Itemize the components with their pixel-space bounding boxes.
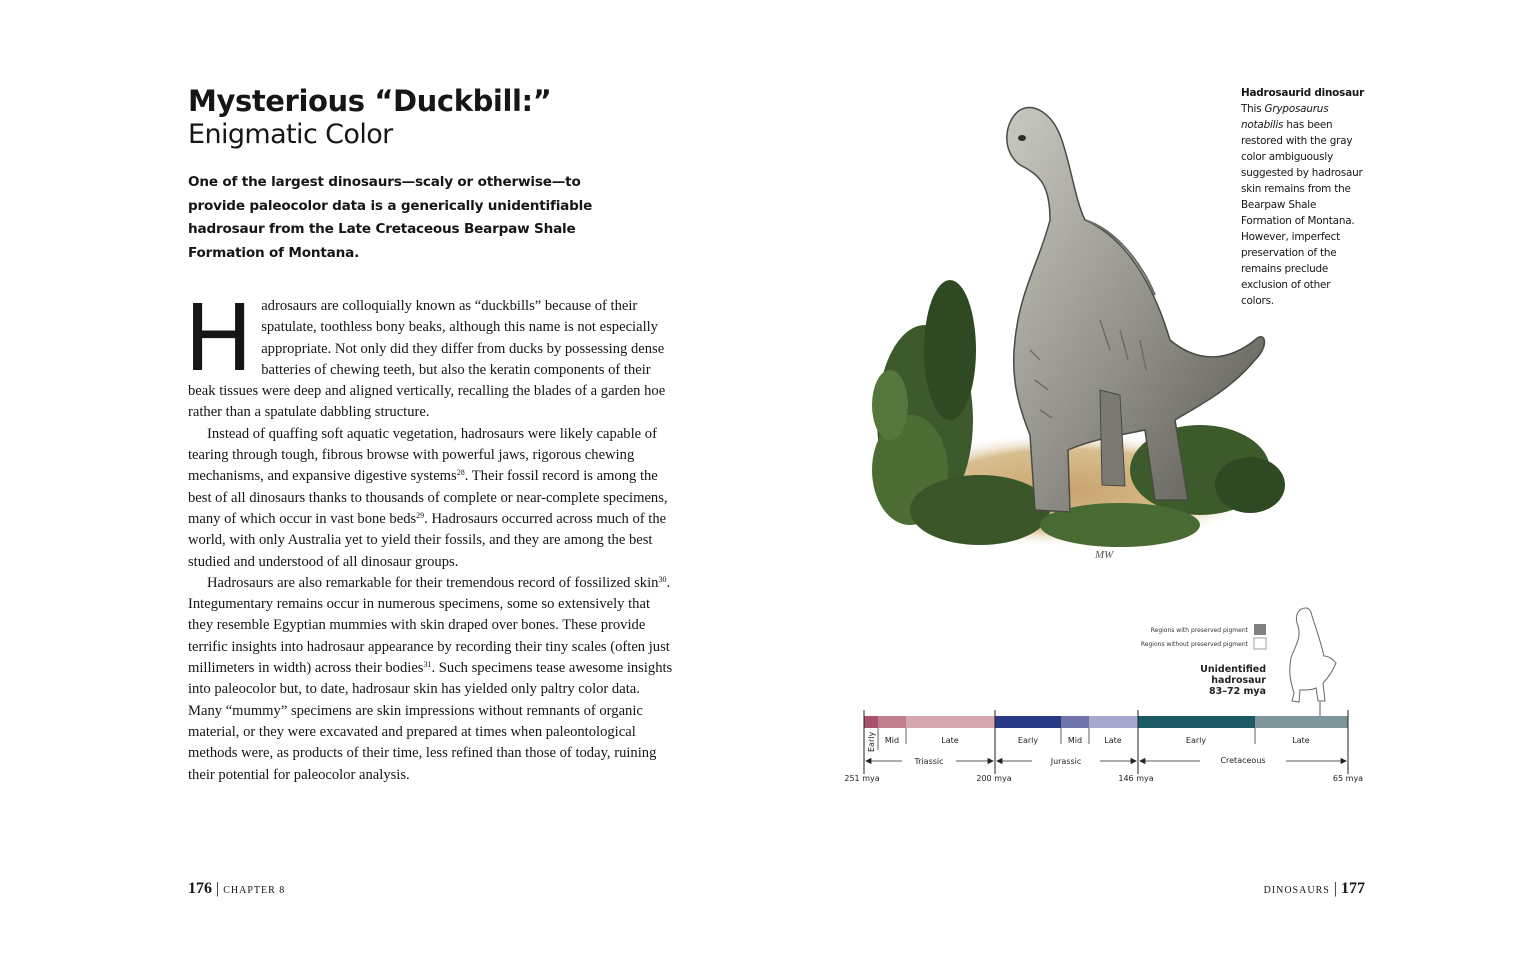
- caption-title: Hadrosaurid dinosaur: [1241, 87, 1364, 99]
- footnote-ref-28: 28: [456, 468, 465, 478]
- legend-no-pigment-swatch: [1254, 638, 1266, 649]
- folio-left: [188, 880, 285, 898]
- footnote-ref-29: 29: [416, 510, 425, 520]
- body-text: [184, 285, 676, 786]
- specimen-label-3: 83–72 mya: [1209, 686, 1266, 697]
- label-cretaceous: Cretaceous: [1220, 756, 1266, 765]
- paragraph-2-text-a: Instead of quaffing soft aquatic vegetation, hadrosaurs were likely capable of tearing through tough, fibrous browse with powerful jaws, rigorous chewing mechanisms, and expansive digestive systems: [188, 425, 657, 485]
- paragraph-1-text: adrosaurs are colloquially known as “duckbills” because of their spatulate, toothless bony beaks, although this name is not especially appropriate. Not only did they differ from ducks by possessing dense batteries of chewing teeth, but also the keratin components of their beak tissues were deep and aligned vertically, recalling the blades of a garden hoe rather than a spatulate dabbling structure.: [188, 298, 666, 421]
- specimen-silhouette: [1290, 608, 1336, 702]
- caption-text-a: This: [1241, 103, 1265, 115]
- drop-cap: H: [184, 285, 254, 392]
- label-cretaceous-late: Late: [1292, 736, 1310, 745]
- legend-no-pigment-label: Regions without preserved pigment: [1140, 641, 1248, 648]
- footnote-ref-30: 30: [658, 574, 667, 584]
- bar-cretaceous-late: [1255, 716, 1348, 728]
- bar-triassic-mid: [878, 716, 906, 728]
- article-subtitle: Enigmatic Color: [188, 119, 393, 150]
- section-label: DINOSAURS: [1263, 885, 1330, 896]
- bar-jurassic-early: [995, 716, 1061, 728]
- label-triassic-late: Late: [941, 736, 959, 745]
- paragraph-3-text-a: Hadrosaurs are also remarkable for their tremendous record of fossilized skin: [207, 574, 659, 591]
- timeline-bars: [864, 716, 1348, 728]
- chapter-label: CHAPTER 8: [223, 885, 286, 896]
- legend-pigment-swatch: [1254, 624, 1266, 635]
- paragraph-2-text-c: . Hadrosaurs occurred across much of the world, with only Australia yet to yield their fossils, and they are among the best studied and understood of all dinosaur groups.: [188, 510, 667, 570]
- bar-triassic-late: [906, 716, 995, 728]
- folio-right: [1264, 880, 1365, 898]
- label-triassic: Triassic: [914, 757, 944, 766]
- body-paragraph-1: [184, 285, 676, 424]
- mya-200: 200 mya: [976, 774, 1012, 783]
- geologic-timeline: [836, 598, 1376, 798]
- artist-signature: MW: [1095, 549, 1114, 561]
- folio-divider-right: |: [1333, 880, 1341, 897]
- specimen-label-2: hadrosaur: [1211, 675, 1266, 686]
- page-number-right: 177: [1341, 880, 1365, 897]
- bar-triassic-early: [864, 716, 878, 728]
- folio-divider-left: |: [216, 880, 224, 897]
- mya-146: 146 mya: [1118, 774, 1154, 783]
- article-title: Mysterious “Duckbill:”: [188, 84, 552, 118]
- label-triassic-mid: Mid: [884, 736, 900, 745]
- footnote-ref-31: 31: [423, 660, 432, 670]
- paragraph-3-text-c: . Such specimens tease awesome insights into paleocolor but, to date, hadrosaur skin has yielded only paltry color data. Many “mummy” specimens are skin impressions without remnants of organic material, or they were excavated and prepared at times when paleontological methods were, as products of their time, less refined than those of today, ruining their potential for paleocolor analysis.: [188, 660, 673, 783]
- lede-paragraph: One of the largest dinosaurs—scaly or otherwise—to provide paleocolor data is a generically unidentifiable hadrosaur from the Late Cretaceous Bearpaw Shale Formation of Montana.: [188, 174, 593, 261]
- hadrosaur-illustration: [870, 90, 1290, 570]
- caption-text-b: has been restored with the gray color ambiguously suggested by hadrosaur skin remains from the Bearpaw Shale Formation of Montana. However, imperfect preservation of the remains preclude exclusion of other colors.: [1241, 119, 1363, 307]
- label-jurassic: Jurassic: [1050, 757, 1082, 766]
- legend-pigment-label: Regions with preserved pigment: [1150, 627, 1248, 634]
- bar-jurassic-mid: [1061, 716, 1089, 728]
- bar-cretaceous-early: [1138, 716, 1255, 728]
- label-cretaceous-early: Early: [1185, 736, 1207, 745]
- label-jurassic-late: Late: [1104, 736, 1122, 745]
- body-paragraph-2: [188, 424, 676, 573]
- page-number-left: 176: [188, 880, 212, 897]
- mya-251: 251 mya: [844, 774, 880, 783]
- label-triassic-early: Early: [867, 731, 876, 752]
- specimen-label-1: Unidentified: [1200, 664, 1266, 675]
- paragraph-2-text-b: . Their fossil record is among the best of all dinosaurs thanks to thousands of complete or near-complete specimens, many of which occur in vast bone beds: [188, 468, 668, 527]
- body-paragraph-3: [188, 573, 676, 786]
- label-jurassic-mid: Mid: [1067, 736, 1083, 745]
- bar-jurassic-late: [1089, 716, 1138, 728]
- mya-65: 65 mya: [1332, 774, 1364, 783]
- paragraph-3-text-b: . Integumentary remains occur in numerous specimens, some so extensively that they resemble Egyptian mummies with skin draped over bones. These provide terrific insights into hadrosaur appearance by recording their tiny scales (often just millimeters in width) across their bodies: [188, 574, 671, 677]
- caption-species: Gryposaurus notabilis: [1241, 103, 1329, 131]
- label-jurassic-early: Early: [1017, 736, 1039, 745]
